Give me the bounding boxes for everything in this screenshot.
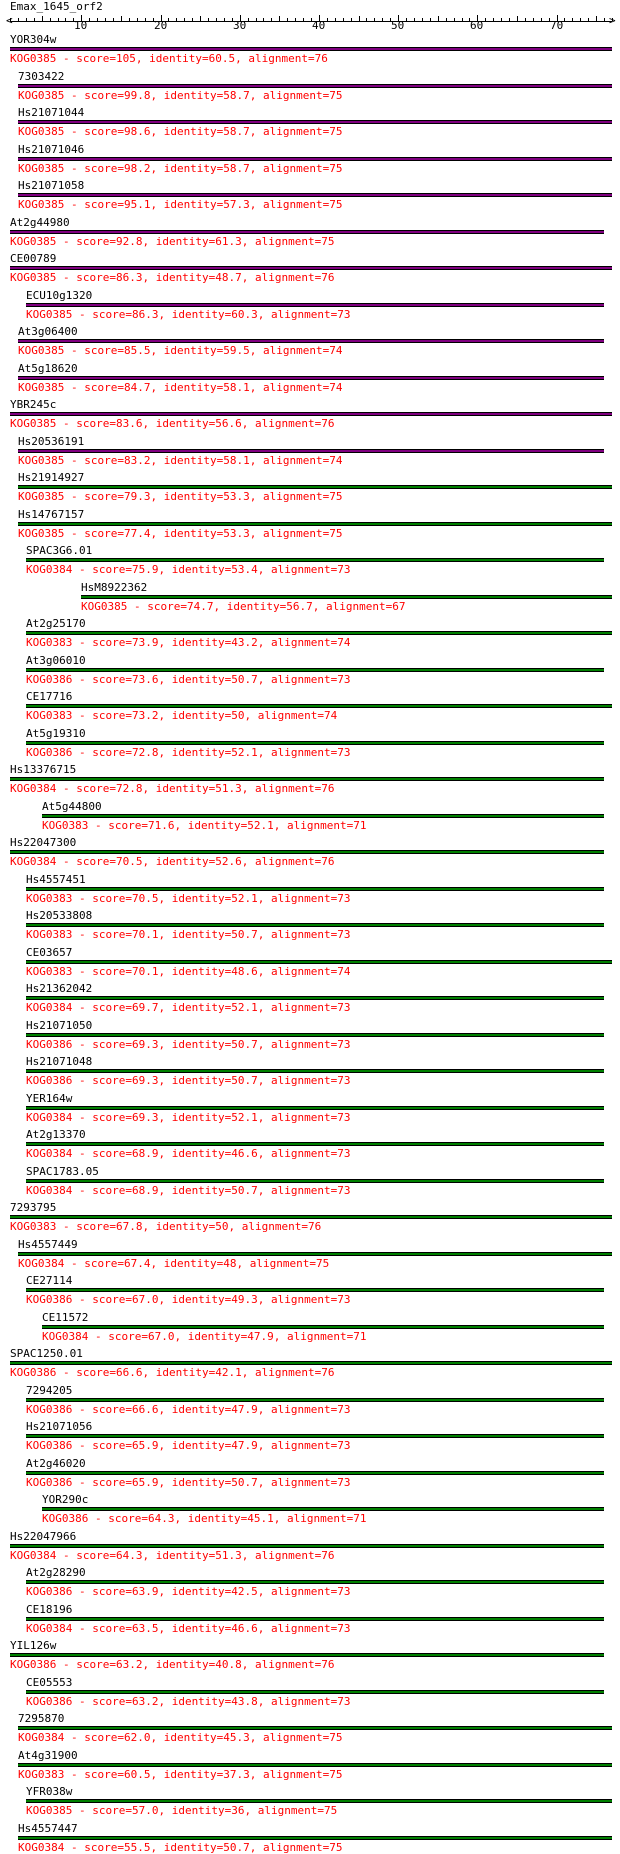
ruler-tick xyxy=(533,18,534,21)
hit-alignment-bar[interactable] xyxy=(26,1617,604,1621)
hit-name: At3g06010 xyxy=(26,654,86,667)
hit-name: Hs21914927 xyxy=(18,471,85,484)
ruler-tick xyxy=(287,18,288,21)
ruler-tick xyxy=(113,18,114,21)
hit-alignment-bar[interactable] xyxy=(18,1836,612,1840)
hit-alignment-bar[interactable] xyxy=(26,1398,604,1402)
ruler-tick xyxy=(224,18,225,21)
hit-alignment-bar[interactable] xyxy=(81,595,612,599)
ruler-tick xyxy=(200,16,201,21)
hit-description: KOG0383 - score=67.8, identity=50, alignment=76 xyxy=(10,1220,322,1233)
hit-description: KOG0384 - score=68.9, identity=50.7, alignment=73 xyxy=(26,1184,351,1197)
hit-description: KOG0386 - score=66.6, identity=42.1, alignment=76 xyxy=(10,1366,335,1379)
hit-description: KOG0386 - score=69.3, identity=50.7, alignment=73 xyxy=(26,1038,351,1051)
ruler-tick-label: 10 xyxy=(74,19,88,32)
hit-description: KOG0385 - score=105, identity=60.5, alignment=76 xyxy=(10,52,328,65)
hit-description: KOG0385 - score=92.8, identity=61.3, alignment=75 xyxy=(10,235,335,248)
hit-name: Hs21362042 xyxy=(26,982,93,995)
hit-description: KOG0385 - score=98.2, identity=58.7, alignment=75 xyxy=(18,162,343,175)
hit-alignment-bar[interactable] xyxy=(26,704,612,708)
hit-name: YIL126w xyxy=(10,1639,57,1652)
hit-description: KOG0385 - score=98.6, identity=58.7, alignment=75 xyxy=(18,125,343,138)
hit-alignment-bar[interactable] xyxy=(26,1471,604,1475)
hit-alignment-bar[interactable] xyxy=(18,339,604,343)
ruler-tick xyxy=(517,16,518,21)
ruler-tick xyxy=(97,18,98,21)
hit-alignment-bar[interactable] xyxy=(26,1179,604,1183)
hit-description: KOG0386 - score=63.2, identity=43.8, alignment=73 xyxy=(26,1695,351,1708)
hit-alignment-bar[interactable] xyxy=(10,850,604,854)
hit-description: KOG0386 - score=69.3, identity=50.7, alignment=73 xyxy=(26,1074,351,1087)
hit-description: KOG0384 - score=69.7, identity=52.1, alignment=73 xyxy=(26,1001,351,1014)
hit-name: At5g44800 xyxy=(42,800,102,813)
hit-description: KOG0383 - score=73.9, identity=43.2, alignment=74 xyxy=(26,636,351,649)
ruler-tick xyxy=(105,18,106,21)
hit-name: YOR304w xyxy=(10,33,57,46)
hit-description: KOG0385 - score=83.2, identity=58.1, alignment=74 xyxy=(18,454,343,467)
hit-alignment-bar[interactable] xyxy=(26,558,604,562)
hit-alignment-bar[interactable] xyxy=(26,1434,604,1438)
hit-alignment-bar[interactable] xyxy=(26,960,612,964)
hit-alignment-bar[interactable] xyxy=(26,887,604,891)
ruler-tick xyxy=(359,16,360,21)
ruler-tick xyxy=(279,16,280,21)
hit-name: Hs20533808 xyxy=(26,909,93,922)
ruler-tick xyxy=(564,18,565,21)
hit-alignment-bar[interactable] xyxy=(26,1288,604,1292)
hit-name: Hs4557451 xyxy=(26,873,86,886)
ruler-tick xyxy=(446,18,447,21)
ruler-tick xyxy=(335,18,336,21)
hit-alignment-bar[interactable] xyxy=(26,741,604,745)
hit-description: KOG0383 - score=70.1, identity=50.7, alignment=73 xyxy=(26,928,351,941)
hit-name: Hs4557449 xyxy=(18,1238,78,1251)
hit-description: KOG0383 - score=73.2, identity=50, alignment=74 xyxy=(26,709,338,722)
ruler-right-arrow-icon: > xyxy=(609,14,616,27)
hit-name: Hs21071046 xyxy=(18,143,85,156)
ruler-tick xyxy=(121,16,122,21)
ruler-tick xyxy=(462,18,463,21)
hit-name: 7295870 xyxy=(18,1712,65,1725)
hit-alignment-bar[interactable] xyxy=(18,1763,612,1767)
hit-name: CE00789 xyxy=(10,252,57,265)
hit-name: YER164w xyxy=(26,1092,73,1105)
hit-alignment-bar[interactable] xyxy=(26,1033,604,1037)
hit-name: Hs21071056 xyxy=(26,1420,93,1433)
hit-name: Hs4557447 xyxy=(18,1822,78,1835)
hit-name: CE11572 xyxy=(42,1311,89,1324)
hit-alignment-bar[interactable] xyxy=(26,1069,604,1073)
ruler-tick xyxy=(263,18,264,21)
hit-description: KOG0386 - score=65.9, identity=47.9, alignment=73 xyxy=(26,1439,351,1452)
hit-description: KOG0386 - score=63.2, identity=40.8, alignment=76 xyxy=(10,1658,335,1671)
ruler-tick xyxy=(580,18,581,21)
hit-name: YOR290c xyxy=(42,1493,89,1506)
hit-name: At4g31900 xyxy=(18,1749,78,1762)
hit-description: KOG0385 - score=85.5, identity=59.5, alignment=74 xyxy=(18,344,343,357)
hit-description: KOG0384 - score=72.8, identity=51.3, alignment=76 xyxy=(10,782,335,795)
ruler-tick xyxy=(145,18,146,21)
hit-alignment-bar[interactable] xyxy=(26,668,604,672)
hit-description: KOG0386 - score=64.3, identity=45.1, alignment=71 xyxy=(42,1512,367,1525)
hit-description: KOG0384 - score=62.0, identity=45.3, alignment=75 xyxy=(18,1731,343,1744)
hit-name: SPAC3G6.01 xyxy=(26,544,93,557)
ruler-tick xyxy=(248,18,249,21)
hit-description: KOG0386 - score=73.6, identity=50.7, alignment=73 xyxy=(26,673,351,686)
hit-alignment-bar[interactable] xyxy=(18,193,612,197)
hit-alignment-bar[interactable] xyxy=(26,996,604,1000)
ruler-tick xyxy=(89,18,90,21)
hit-description: KOG0385 - score=84.7, identity=58.1, alignment=74 xyxy=(18,381,343,394)
hit-alignment-bar[interactable] xyxy=(26,923,604,927)
hit-name: CE03657 xyxy=(26,946,73,959)
hit-description: KOG0385 - score=86.3, identity=60.3, alignment=73 xyxy=(26,308,351,321)
hit-alignment-bar[interactable] xyxy=(10,412,612,416)
hit-name: 7303422 xyxy=(18,70,65,83)
ruler-tick xyxy=(208,18,209,21)
ruler-tick xyxy=(351,18,352,21)
hit-name: Hs21071050 xyxy=(26,1019,93,1032)
query-title: Emax_1645_orf2 xyxy=(10,0,103,13)
hit-description: KOG0383 - score=60.5, identity=37.3, alignment=75 xyxy=(18,1768,343,1781)
hit-name: 7294205 xyxy=(26,1384,73,1397)
ruler-tick-label: 20 xyxy=(154,19,168,32)
ruler-tick xyxy=(18,18,19,21)
ruler-tick xyxy=(295,18,296,21)
ruler-tick-label: 30 xyxy=(233,19,247,32)
hit-alignment-bar[interactable] xyxy=(18,522,612,526)
hit-name: CE17716 xyxy=(26,690,73,703)
ruler-tick xyxy=(454,18,455,21)
ruler-tick xyxy=(50,18,51,21)
hit-description: KOG0383 - score=70.5, identity=52.1, alignment=73 xyxy=(26,892,351,905)
hit-name: CE05553 xyxy=(26,1676,73,1689)
ruler-tick xyxy=(176,18,177,21)
ruler-tick xyxy=(493,18,494,21)
hit-alignment-bar[interactable] xyxy=(10,230,604,234)
hit-description: KOG0384 - score=55.5, identity=50.7, alignment=75 xyxy=(18,1841,343,1854)
ruler-tick xyxy=(596,16,597,21)
hit-name: At3g06400 xyxy=(18,325,78,338)
hit-description: KOG0384 - score=63.5, identity=46.6, alignment=73 xyxy=(26,1622,351,1635)
hit-description: KOG0386 - score=63.9, identity=42.5, alignment=73 xyxy=(26,1585,351,1598)
hit-description: KOG0384 - score=69.3, identity=52.1, alignment=73 xyxy=(26,1111,351,1124)
hit-alignment-bar[interactable] xyxy=(18,485,612,489)
hit-alignment-bar[interactable] xyxy=(26,303,604,307)
ruler-tick xyxy=(129,18,130,21)
hit-alignment-bar[interactable] xyxy=(10,1653,604,1657)
hit-description: KOG0384 - score=67.4, identity=48, alignment=75 xyxy=(18,1257,330,1270)
hit-alignment-bar[interactable] xyxy=(26,1799,612,1803)
hit-name: Hs20536191 xyxy=(18,435,85,448)
hit-description: KOG0385 - score=79.3, identity=53.3, alignment=75 xyxy=(18,490,343,503)
hit-description: KOG0384 - score=68.9, identity=46.6, alignment=73 xyxy=(26,1147,351,1160)
ruler-tick xyxy=(303,18,304,21)
hit-description: KOG0385 - score=83.6, identity=56.6, alignment=76 xyxy=(10,417,335,430)
hit-alignment-bar[interactable] xyxy=(26,1106,604,1110)
hit-description: KOG0385 - score=86.3, identity=48.7, alignment=76 xyxy=(10,271,335,284)
hit-description: KOG0385 - score=99.8, identity=58.7, alignment=75 xyxy=(18,89,343,102)
hit-name: Hs14767157 xyxy=(18,508,85,521)
ruler-tick xyxy=(382,18,383,21)
ruler-tick xyxy=(137,18,138,21)
hit-description: KOG0383 - score=71.6, identity=52.1, alignment=71 xyxy=(42,819,367,832)
ruler-tick xyxy=(438,16,439,21)
hit-alignment-bar[interactable] xyxy=(42,1507,604,1511)
hit-name: YBR245c xyxy=(10,398,57,411)
hit-alignment-bar[interactable] xyxy=(18,1726,612,1730)
hit-alignment-bar[interactable] xyxy=(18,449,604,453)
hit-name: At2g44980 xyxy=(10,216,70,229)
hit-description: KOG0384 - score=70.5, identity=52.6, alignment=76 xyxy=(10,855,335,868)
hit-alignment-bar[interactable] xyxy=(18,376,604,380)
ruler-tick xyxy=(430,18,431,21)
ruler-tick xyxy=(374,18,375,21)
hit-alignment-bar[interactable] xyxy=(26,1690,604,1694)
ruler-tick-label: 40 xyxy=(312,19,326,32)
hit-name: CE18196 xyxy=(26,1603,73,1616)
hit-alignment-bar[interactable] xyxy=(10,777,604,781)
hit-name: At2g25170 xyxy=(26,617,86,630)
hit-description: KOG0385 - score=95.1, identity=57.3, alignment=75 xyxy=(18,198,343,211)
ruler-tick xyxy=(588,18,589,21)
hit-description: KOG0383 - score=70.1, identity=48.6, alignment=74 xyxy=(26,965,351,978)
ruler-tick xyxy=(366,18,367,21)
hit-description: KOG0384 - score=64.3, identity=51.3, alignment=76 xyxy=(10,1549,335,1562)
ruler-tick xyxy=(256,18,257,21)
ruler-tick xyxy=(604,18,605,21)
hit-alignment-bar[interactable] xyxy=(42,814,604,818)
hit-name: Hs22047300 xyxy=(10,836,77,849)
hit-name: At5g19310 xyxy=(26,727,86,740)
hit-name: At2g46020 xyxy=(26,1457,86,1470)
hit-description: KOG0384 - score=67.0, identity=47.9, alignment=71 xyxy=(42,1330,367,1343)
hit-name: CE27114 xyxy=(26,1274,73,1287)
hit-name: Hs21071048 xyxy=(26,1055,93,1068)
ruler-tick-label: 60 xyxy=(470,19,484,32)
hit-name: At2g28290 xyxy=(26,1566,86,1579)
hit-description: KOG0385 - score=77.4, identity=53.3, alignment=75 xyxy=(18,527,343,540)
ruler-tick xyxy=(168,18,169,21)
ruler-tick xyxy=(327,18,328,21)
hit-name: YFR038w xyxy=(26,1785,73,1798)
hit-description: KOG0386 - score=67.0, identity=49.3, alignment=73 xyxy=(26,1293,351,1306)
hit-name: 7293795 xyxy=(10,1201,57,1214)
hit-alignment-bar[interactable] xyxy=(18,1252,612,1256)
hit-description: KOG0386 - score=72.8, identity=52.1, alignment=73 xyxy=(26,746,351,759)
ruler-tick xyxy=(525,18,526,21)
hit-description: KOG0386 - score=65.9, identity=50.7, alignment=73 xyxy=(26,1476,351,1489)
ruler-tick xyxy=(485,18,486,21)
ruler-tick xyxy=(58,18,59,21)
hit-name: At2g13370 xyxy=(26,1128,86,1141)
hit-name: At5g18620 xyxy=(18,362,78,375)
hit-alignment-bar[interactable] xyxy=(42,1325,604,1329)
hit-alignment-bar[interactable] xyxy=(18,157,612,161)
ruler-tick xyxy=(271,18,272,21)
hit-alignment-bar[interactable] xyxy=(26,1142,604,1146)
position-ruler xyxy=(0,0,620,30)
hit-name: HsM8922362 xyxy=(81,581,148,594)
hit-alignment-bar[interactable] xyxy=(18,84,612,88)
hit-description: KOG0386 - score=66.6, identity=47.9, alignment=73 xyxy=(26,1403,351,1416)
ruler-tick xyxy=(42,16,43,21)
ruler-tick xyxy=(406,18,407,21)
ruler-tick xyxy=(541,18,542,21)
hit-alignment-bar[interactable] xyxy=(10,1361,612,1365)
ruler-tick xyxy=(343,18,344,21)
ruler-axis-line xyxy=(10,21,612,22)
hit-name: Hs21071044 xyxy=(18,106,85,119)
hit-alignment-bar[interactable] xyxy=(26,631,612,635)
ruler-tick xyxy=(572,18,573,21)
hit-description: KOG0385 - score=74.7, identity=56.7, alignment=67 xyxy=(81,600,406,613)
ruler-tick-label: 70 xyxy=(550,19,564,32)
hit-alignment-bar[interactable] xyxy=(10,266,612,270)
hit-alignment-bar[interactable] xyxy=(10,1544,604,1548)
hit-alignment-bar[interactable] xyxy=(18,120,612,124)
ruler-tick xyxy=(509,18,510,21)
ruler-tick xyxy=(192,18,193,21)
hit-name: Hs21071058 xyxy=(18,179,85,192)
hit-name: ECU10g1320 xyxy=(26,289,93,302)
ruler-tick-label: 50 xyxy=(391,19,405,32)
ruler-tick xyxy=(34,18,35,21)
hit-name: Hs22047966 xyxy=(10,1530,77,1543)
hit-name: SPAC1783.05 xyxy=(26,1165,99,1178)
hit-alignment-bar[interactable] xyxy=(10,1215,612,1219)
hit-description: KOG0384 - score=75.9, identity=53.4, alignment=73 xyxy=(26,563,351,576)
ruler-tick xyxy=(501,18,502,21)
hit-alignment-bar[interactable] xyxy=(26,1580,604,1584)
ruler-tick xyxy=(216,18,217,21)
hit-description: KOG0385 - score=57.0, identity=36, alignment=75 xyxy=(26,1804,338,1817)
ruler-tick xyxy=(65,18,66,21)
ruler-tick xyxy=(414,18,415,21)
hit-name: SPAC1250.01 xyxy=(10,1347,83,1360)
ruler-tick xyxy=(184,18,185,21)
hit-name: Hs13376715 xyxy=(10,763,77,776)
hit-alignment-bar[interactable] xyxy=(10,47,612,51)
ruler-tick xyxy=(422,18,423,21)
ruler-tick xyxy=(26,18,27,21)
ruler-left-arrow-icon: < xyxy=(6,14,13,27)
